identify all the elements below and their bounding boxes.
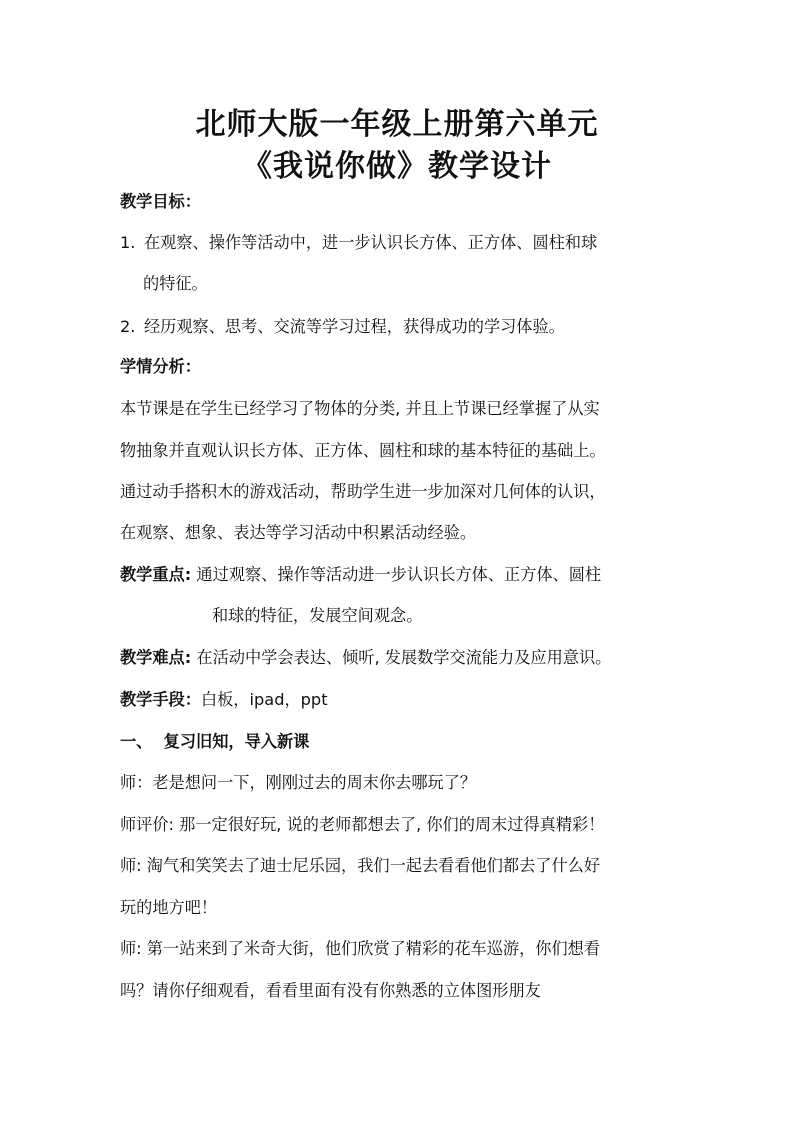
goal-item-number: 1. bbox=[120, 233, 136, 252]
teaching-means bbox=[120, 689, 328, 711]
difficulty bbox=[120, 647, 611, 669]
goals-heading: 教学目标： bbox=[120, 192, 201, 211]
dialogue-line: 吗？请你仔细观看，看看里面有没有你熟悉的立体图形朋友 bbox=[120, 981, 541, 1000]
title-line-1: 北师大版一年级上册第六单元 bbox=[195, 107, 599, 142]
analysis-line: 物抽象并直观认识长方体、正方体、圆柱和球的基本特征的基础上。 bbox=[120, 441, 606, 460]
teaching-means-text: 白板，ipad，ppt bbox=[200, 690, 328, 709]
goal-item-text: 在观察、操作等活动中，进一步认识长方体、正方体、圆柱和球 bbox=[144, 233, 598, 252]
title-line-2: 《我说你做》教学设计 bbox=[242, 149, 552, 184]
dialogue-line: 师: 第一站来到了米奇大街，他们欣赏了精彩的花车巡游，你们想看 bbox=[120, 939, 601, 958]
goal-item-1-continuation: 的特征。 bbox=[143, 274, 208, 293]
analysis-heading: 学情分析： bbox=[120, 357, 201, 376]
dialogue-line: 玩的地方吧！ bbox=[120, 898, 218, 917]
key-points-text: 通过观察、操作等活动进一步认识长方体、正方体、圆柱 bbox=[196, 565, 602, 584]
difficulty-text: 在活动中学会表达、倾听, 发展数学交流能力及应用意识。 bbox=[196, 648, 612, 667]
analysis-line: 本节课是在学生已经学习了物体的分类, 并且上节课已经掌握了从实 bbox=[120, 399, 600, 418]
dialogue-line: 师评价: 那一定很好玩, 说的老师都想去了, 你们的周末过得真精彩！ bbox=[120, 815, 605, 834]
teaching-means-label: 教学手段： bbox=[120, 690, 201, 709]
goal-item-1 bbox=[120, 232, 597, 254]
section-1-heading: 一、 复习旧知，导入新课 bbox=[120, 732, 310, 751]
goal-item-2 bbox=[120, 316, 565, 338]
difficulty-label: 教学难点: bbox=[120, 648, 192, 667]
key-points bbox=[120, 564, 601, 586]
goal-item-number: 2. bbox=[120, 317, 136, 336]
dialogue-line: 师：老是想问一下，刚刚过去的周末你去哪玩了？ bbox=[120, 773, 477, 792]
dialogue-line: 师: 淘气和笑笑去了迪士尼乐园，我们一起去看看他们都去了什么好 bbox=[120, 856, 601, 875]
analysis-line: 通过动手搭积木的游戏活动，帮助学生进一步加深对几何体的认识， bbox=[120, 482, 606, 501]
key-points-label: 教学重点: bbox=[120, 565, 192, 584]
key-points-continuation: 和球的特征，发展空间观念。 bbox=[212, 606, 423, 625]
analysis-line: 在观察、想象、表达等学习活动中积累活动经验。 bbox=[120, 523, 477, 542]
goal-item-text: 经历观察、思考、交流等学习过程，获得成功的学习体验。 bbox=[144, 317, 565, 336]
